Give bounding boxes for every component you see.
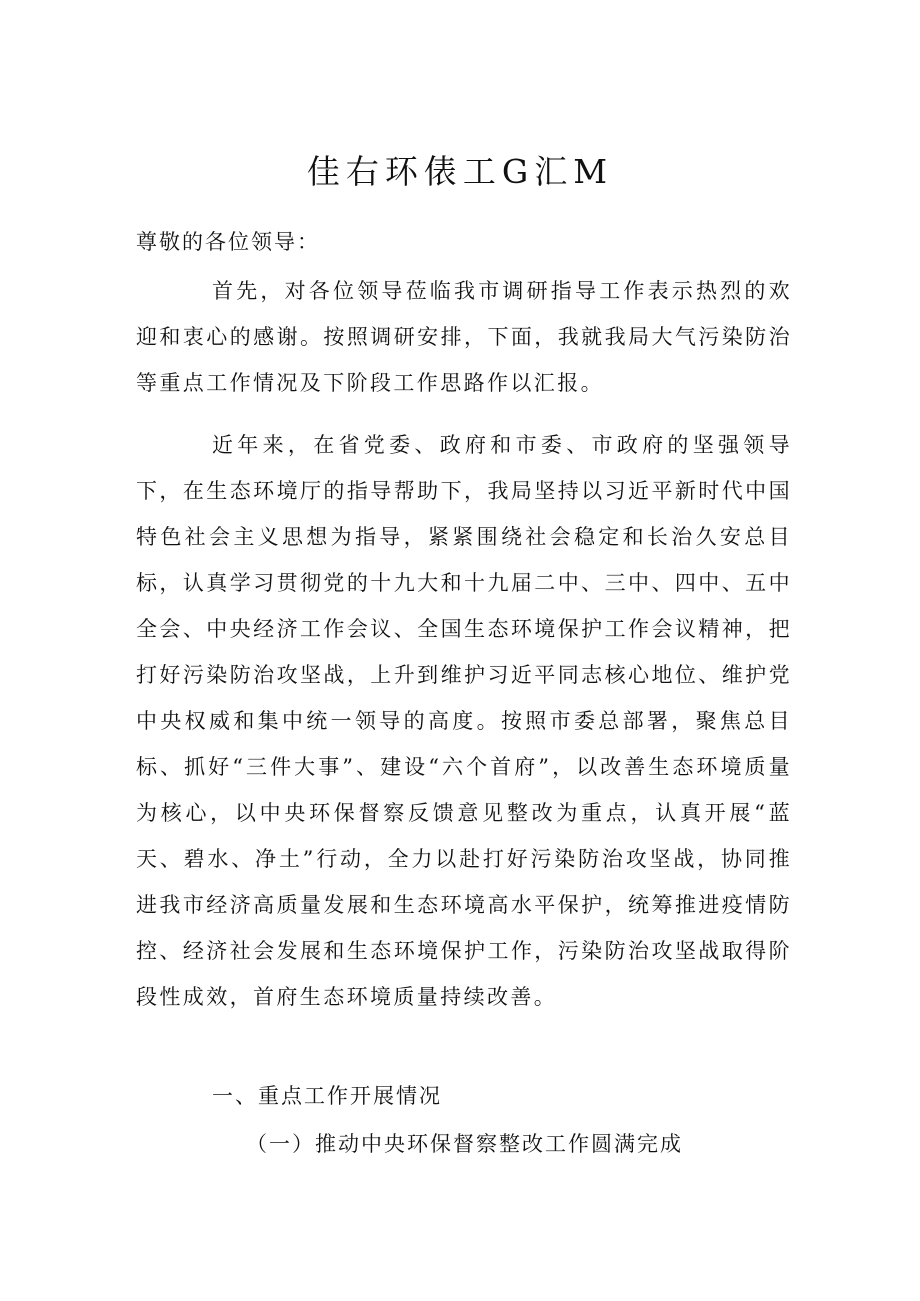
subsection-heading: （一）推动中央环保督察整改工作圆满完成 [246, 1132, 683, 1156]
paragraph-intro: 首先，对各位领导莅临我市调研指导工作表示热烈的欢迎和衷心的感谢。按照调研安排，下面，我就我局大气污染防治等重点工作情况及下阶段工作思路作以汇报。 [136, 279, 792, 395]
section-heading: 一、重点工作开展情况 [212, 1084, 442, 1108]
paragraph-overview: 近年来，在省党委、政府和市委、市政府的坚强领导下，在生态环境厅的指导帮助下，我局坚持以习近平新时代中国特色社会主义思想为指导，紧紧围绕社会稳定和长治久安总目标，认真学习贯彻党的十九大和十九届二中、三中、四中、五中全会、中央经济工作会议、全国生态环境保护工作会议精神，把打好污染防治攻坚战，上升到维护习近平同志核心地位、维护党中央权威和集中统一领导的高度。按照市委总部署，聚焦总目标、抓好“三件大事”、建设“六个首府”，以改善生态环境质量为核心，以中央环保督察反馈意见整改为重点，认真开展“蓝天、碧水、净土”行动，全力以赴打好污染防治攻坚战，协同推进我市经济高质量发展和生态环境高水平保护，统筹推进疫情防控、经济社会发展和生态环境保护工作，污染防治攻坚战取得阶段性成效，首府生态环境质量持续改善。 [136, 433, 792, 1009]
greeting: 尊敬的各位领导： [136, 230, 320, 254]
document-title: 佳右环俵工G汇M [306, 152, 614, 191]
